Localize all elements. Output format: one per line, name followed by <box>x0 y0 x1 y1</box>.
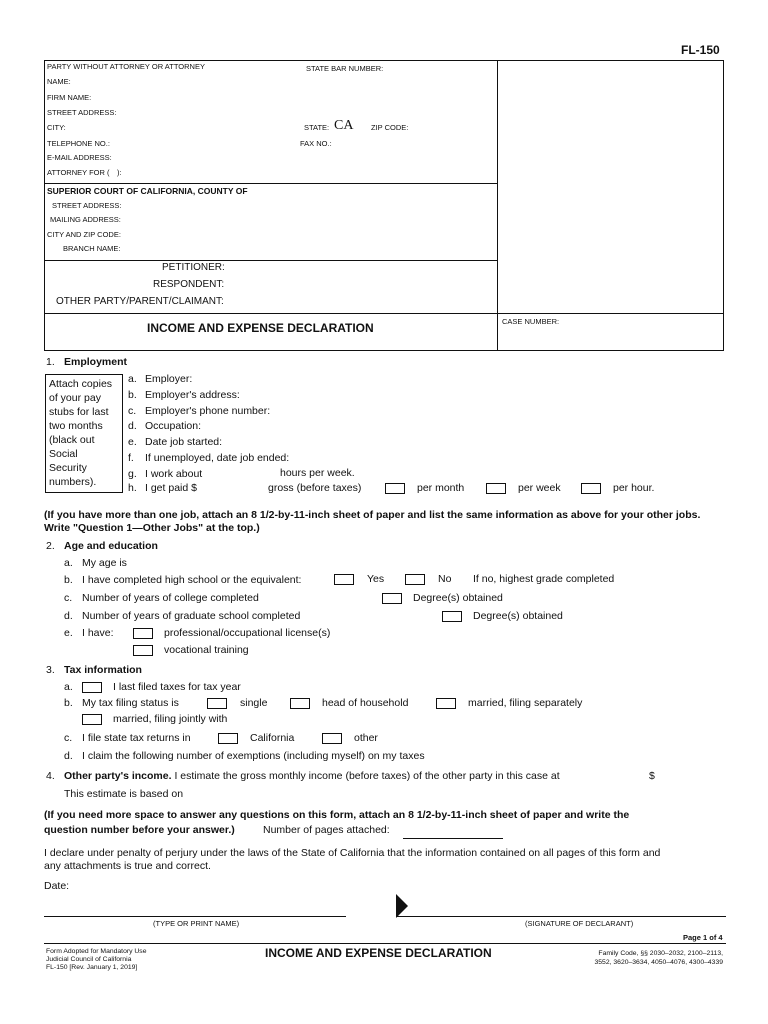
respondent-label: RESPONDENT: <box>153 279 225 290</box>
college-degree-label: Degree(s) obtained <box>413 592 503 604</box>
graduate-label: Number of years of graduate school completed <box>82 610 301 622</box>
gross-label: gross (before taxes) <box>268 482 362 494</box>
footer-right: Family Code, §§ 2030–2032, 2100–2113, 3552, 3620–3634, 4050–4076, 4300–4339 <box>594 950 723 966</box>
party-label: PARTY WITHOUT ATTORNEY OR ATTORNEY <box>47 62 205 71</box>
employment-item: e. Date job started: <box>128 436 223 449</box>
declaration-text: I declare under penalty of perjury under the laws of the State of California that the information contained on all pages of this form and <box>44 847 661 859</box>
pages-attached-line[interactable] <box>403 838 503 839</box>
married-jointly-checkbox[interactable] <box>82 714 102 725</box>
highschool-no-checkbox[interactable] <box>405 574 425 585</box>
state-returns-letter: c. <box>64 732 73 744</box>
college-degree-checkbox[interactable] <box>382 593 402 604</box>
section4-number: 4. <box>46 770 55 782</box>
no-label: No <box>438 573 452 585</box>
pages-attached-label: Number of pages attached: <box>263 824 390 836</box>
age-letter: a. <box>64 557 73 569</box>
highschool-yes-checkbox[interactable] <box>334 574 354 585</box>
employment-item: f. If unemployed, date job ended: <box>128 451 290 464</box>
state-label: STATE: <box>304 123 330 132</box>
employment-item: g. I work about <box>128 467 203 480</box>
hours-suffix: hours per week. <box>280 467 355 479</box>
graduate-degree-checkbox[interactable] <box>442 611 462 622</box>
college-letter: c. <box>64 592 73 604</box>
married-separately-checkbox[interactable] <box>436 698 456 709</box>
per-week-checkbox[interactable] <box>486 483 506 494</box>
attorney-for-label: ATTORNEY FOR ( <box>47 168 110 177</box>
section3-title: Tax information <box>64 664 142 676</box>
head-household-label: head of household <box>322 697 409 709</box>
petitioner-label: PETITIONER: <box>162 262 225 273</box>
ihave-letter: e. <box>64 627 73 639</box>
email-label: E-MAIL ADDRESS: <box>47 153 112 162</box>
signature-line[interactable] <box>396 916 726 917</box>
employment-item: b. Employer's address: <box>128 388 240 401</box>
state-value[interactable]: CA <box>334 118 354 133</box>
license-label: professional/occupational license(s) <box>164 627 331 639</box>
fax-label: FAX NO.: <box>300 139 332 148</box>
estimate-basis-label: This estimate is based on <box>64 788 184 800</box>
age-label: My age is <box>82 557 127 569</box>
vocational-label: vocational training <box>164 644 249 656</box>
form-title: INCOME AND EXPENSE DECLARATION <box>147 321 374 335</box>
filing-letter: b. <box>64 697 73 709</box>
declaration-text-2: any attachments is true and correct. <box>44 860 211 872</box>
footer-title: INCOME AND EXPENSE DECLARATION <box>265 946 492 960</box>
name-line[interactable] <box>44 916 346 917</box>
taxyear-label: I last filed taxes for tax year <box>113 681 241 693</box>
other-party-label: OTHER PARTY/PARENT/CLAIMANT: <box>56 296 224 307</box>
paid-label: I get paid $ <box>145 482 197 494</box>
case-number-label: CASE NUMBER: <box>502 317 560 326</box>
exemptions-label: I claim the following number of exemptions (including myself) on my taxes <box>82 750 425 762</box>
footer-rule <box>44 943 726 944</box>
court-branch-label: BRANCH NAME: <box>63 244 121 253</box>
section4-text: Other party's income. I estimate the gross monthly income (before taxes) of the other party in this case at <box>64 770 560 782</box>
per-week-label: per week <box>518 482 561 494</box>
highest-grade-label: If no, highest grade completed <box>473 573 615 585</box>
section1-number: 1. <box>46 356 55 368</box>
license-checkbox[interactable] <box>133 628 153 639</box>
per-hour-label: per hour. <box>613 482 655 494</box>
taxyear-checkbox[interactable] <box>82 682 102 693</box>
other-jobs-note: (If you have more than one job, attach an 8 1/2-by-11-inch sheet of paper and list the same information as above for your other jobs. Write "Question 1—Other Jobs" at the top.) <box>44 509 701 534</box>
per-month-checkbox[interactable] <box>385 483 405 494</box>
date-label: Date: <box>44 880 70 892</box>
firm-name-label: FIRM NAME: <box>47 93 92 102</box>
header-divider <box>497 60 498 351</box>
street-address-label: STREET ADDRESS: <box>47 108 117 117</box>
extra-space-note: (If you need more space to answer any questions on this form, attach an 8 1/2-by-11-inch sheet of paper and write the <box>44 809 630 821</box>
vocational-checkbox[interactable] <box>133 645 153 656</box>
attorney-for-close: ): <box>117 168 122 177</box>
form-id: FL-150 <box>681 43 720 57</box>
section2-title: Age and education <box>64 540 158 552</box>
california-checkbox[interactable] <box>218 733 238 744</box>
name-label: NAME: <box>47 77 71 86</box>
other-state-checkbox[interactable] <box>322 733 342 744</box>
ihave-label: I have: <box>82 627 114 639</box>
city-label: CITY: <box>47 123 66 132</box>
filing-label: My tax filing status is <box>82 697 179 709</box>
h-letter: h. <box>128 482 137 494</box>
page-number: Page 1 of 4 <box>683 933 723 942</box>
graduate-degree-label: Degree(s) obtained <box>473 610 563 622</box>
section3-number: 3. <box>46 664 55 676</box>
per-hour-checkbox[interactable] <box>581 483 601 494</box>
income-dollar-sign: $ <box>649 770 655 782</box>
section2-number: 2. <box>46 540 55 552</box>
telephone-label: TELEPHONE NO.: <box>47 139 110 148</box>
paystub-note: Attach copies of your pay stubs for last two months (black out Social Security numbers). <box>49 378 113 488</box>
section1-title: Employment <box>64 356 128 368</box>
header-frame <box>44 60 724 351</box>
state-returns-label: I file state tax returns in <box>82 732 191 744</box>
graduate-letter: d. <box>64 610 73 622</box>
exemptions-letter: d. <box>64 750 73 762</box>
single-label: single <box>240 697 268 709</box>
other-state-label: other <box>354 732 378 744</box>
type-name-label: (TYPE OR PRINT NAME) <box>153 919 240 928</box>
zip-label: ZIP CODE: <box>371 123 409 132</box>
california-label: California <box>250 732 295 744</box>
highschool-label: I have completed high school or the equivalent: <box>82 574 302 586</box>
head-household-checkbox[interactable] <box>290 698 310 709</box>
employment-item: d. Occupation: <box>128 420 202 433</box>
footer-left: Form Adopted for Mandatory Use Judicial Council of California FL-150 [Rev. January 1, 2019] <box>46 948 147 971</box>
extra-space-note-2: question number before your answer.) <box>44 824 235 836</box>
employment-item: a. Employer: <box>128 373 193 385</box>
college-label: Number of years of college completed <box>82 592 259 604</box>
employment-item: c. Employer's phone number: <box>128 404 271 417</box>
yes-label: Yes <box>367 573 385 585</box>
court-title: SUPERIOR COURT OF CALIFORNIA, COUNTY OF <box>47 186 248 196</box>
per-month-label: per month <box>417 482 465 494</box>
employment-items <box>128 372 289 483</box>
court-mailing-label: MAILING ADDRESS: <box>50 215 121 224</box>
signature-label: (SIGNATURE OF DECLARANT) <box>525 919 634 928</box>
highschool-letter: b. <box>64 574 73 586</box>
married-separately-label: married, filing separately <box>468 697 583 709</box>
court-street-label: STREET ADDRESS: <box>52 201 122 210</box>
taxyear-letter: a. <box>64 681 73 693</box>
state-bar-label: STATE BAR NUMBER: <box>306 64 384 73</box>
court-city-label: CITY AND ZIP CODE: <box>47 230 121 239</box>
signature-arrow-icon <box>396 894 408 918</box>
single-checkbox[interactable] <box>207 698 227 709</box>
married-jointly-label: married, filing jointly with <box>113 713 228 725</box>
